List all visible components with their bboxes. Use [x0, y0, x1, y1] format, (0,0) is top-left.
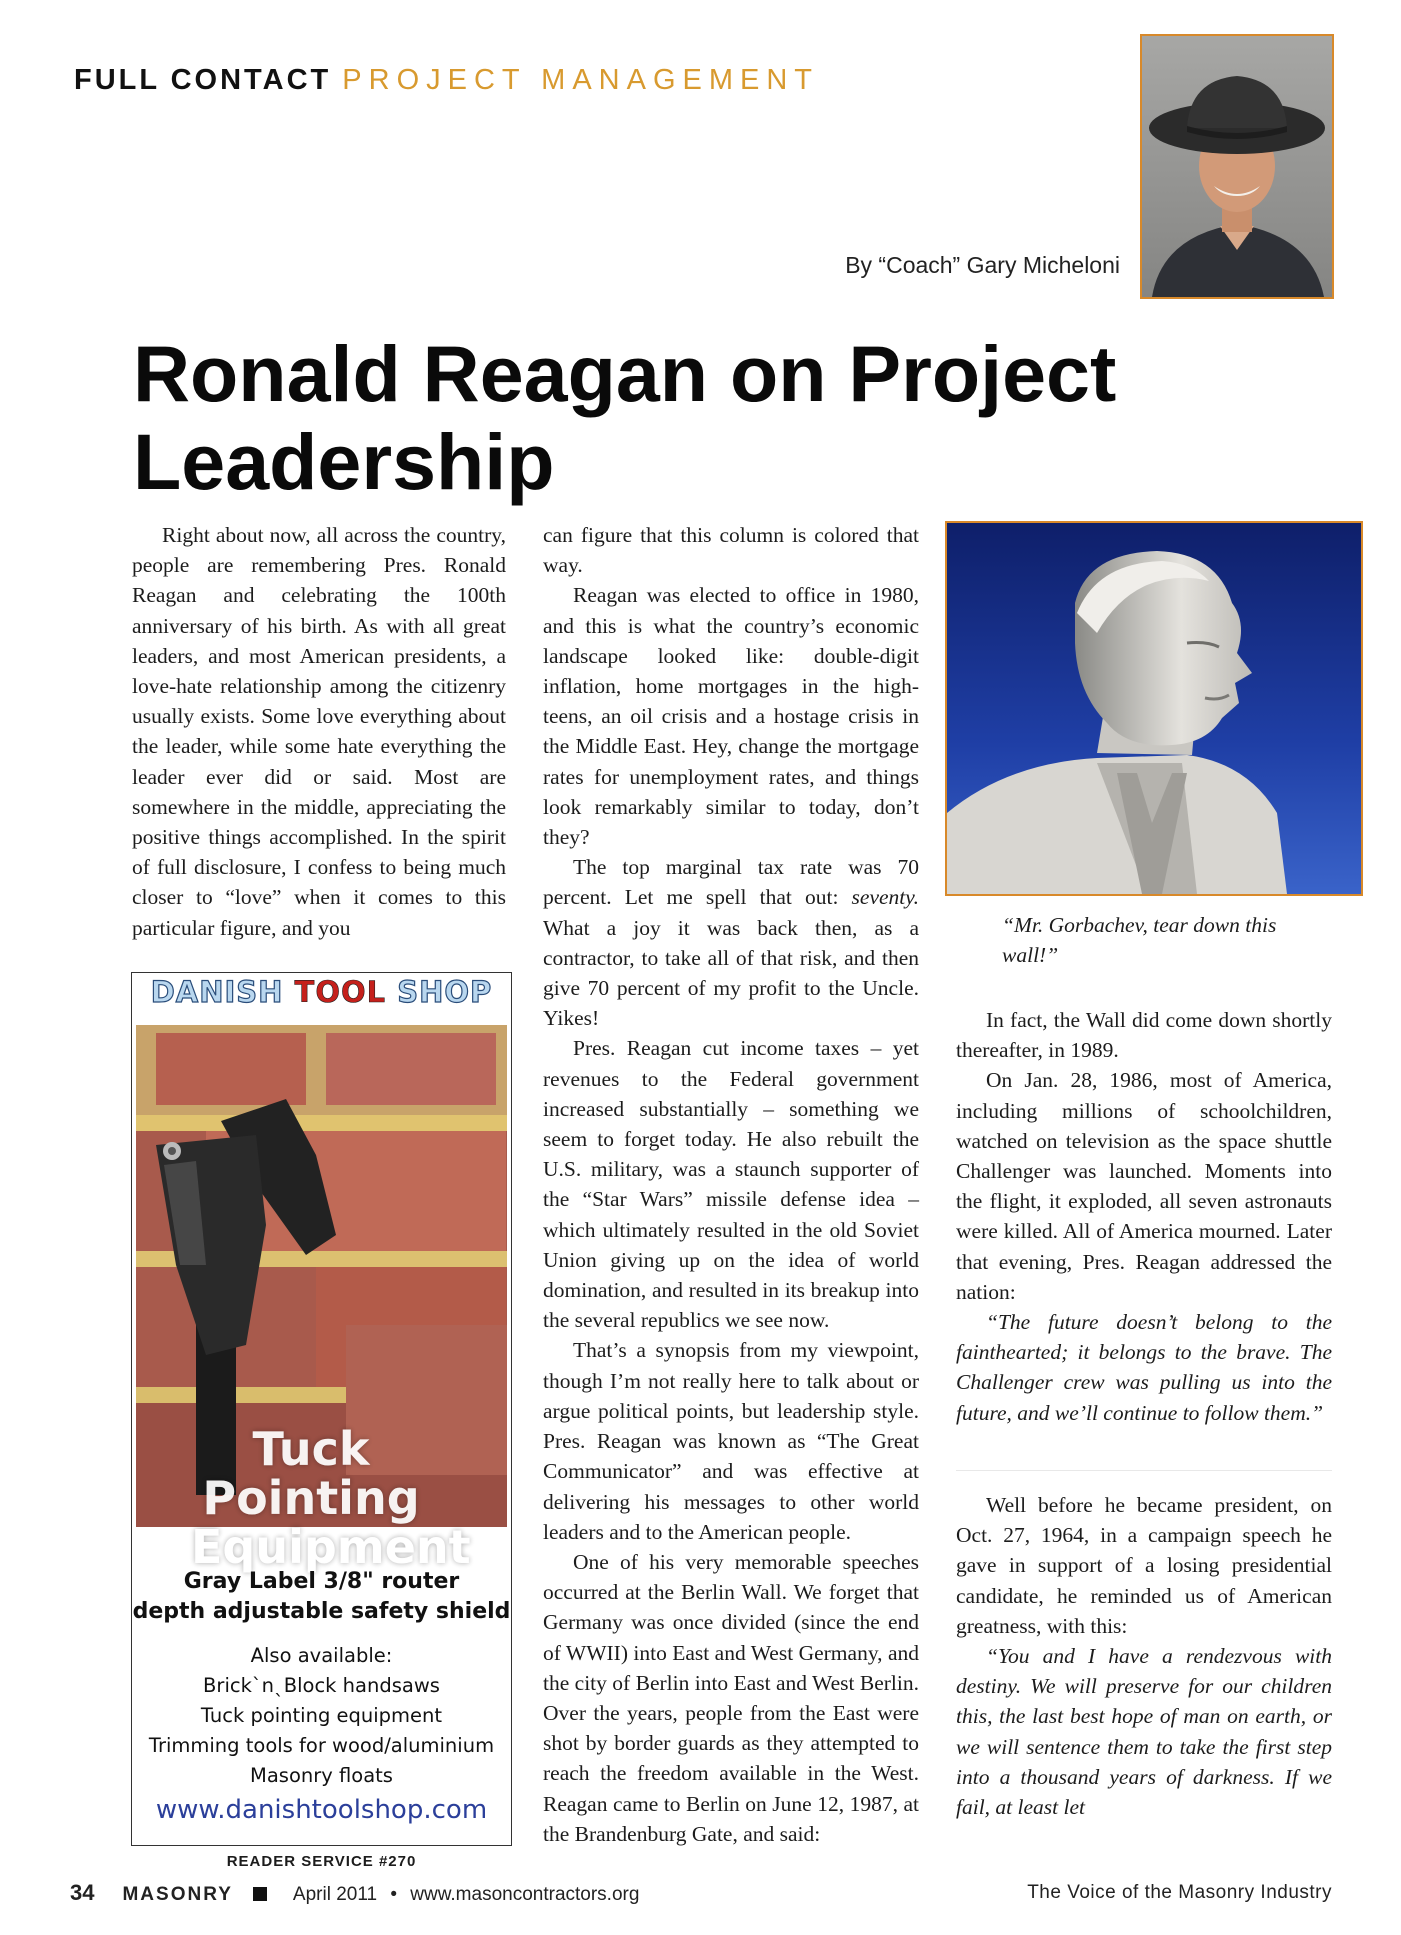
list-item: Tuck pointing equipment: [200, 1704, 443, 1727]
paragraph: One of his very memorable speeches occurred at the Berlin Wall. We forget that Germany was once divided (since the end of WWII) into East and West Germany, and the city of Berlin into East and West Berlin. Over the years, people from the East were shot by border guards as they attempted to reach the freedom available in the West. Reagan came to Berlin on June 12, 1987, at the Brandenburg Gate, and said:: [543, 1549, 919, 1846]
rendezvous-quote: “You and I have a rendezvous with destiny. We will preserve for our children this, the last best hope of man on earth, or we will sentence them to take the first step into a thousand years of darkness. If we fail, at least let: [956, 1644, 1332, 1820]
reader-service-number: READER SERVICE #270: [226, 1853, 417, 1870]
article-column-3-top: [956, 1005, 1332, 1428]
ad-product-name: [132, 1567, 511, 1627]
emphasis-text: seventy.: [851, 885, 919, 910]
paragraph: Right about now, all across the country, people are remembering Pres. Ronald Reagan and celebrating the 100th anniversary of his birth. As with all great leaders, and most American presidents, a love-hate relationship among the citizenry usually exists. Some love everything about the leader, while some hate everything the leader ever did or said. Most are somewhere in the middle, appreciating the positive things accomplished. In the spirit of full disclosure, I confess to being much closer to “love” when it comes to this particular figure, and you: [132, 523, 506, 940]
paragraph: On Jan. 28, 1986, most of America, including millions of schoolchildren, watched on television as the space shuttle Challenger was launched. Moments into the flight, it exploded, all seven astronauts were killed. All of America mourned. Later that evening, Pres. Reagan addressed the nation:: [956, 1068, 1332, 1304]
article-column-1: [132, 520, 506, 943]
ad-product-line-2: depth adjustable safety shield: [132, 1599, 511, 1624]
page-number: 34: [70, 1880, 95, 1905]
paragraph: Well before he became president, on Oct. 27, 1964, in a campaign speech he gave in support of a losing presidential candidate, he reminded us of American greatness, with this:: [956, 1493, 1332, 1638]
ad-brand-shop: SHOP: [397, 975, 493, 1009]
author-byline: By “Coach” Gary Micheloni: [845, 252, 1120, 278]
reagan-statue-photo: [945, 521, 1363, 896]
column-divider: [956, 1470, 1332, 1471]
list-item: BrickˋnˎBlock handsaws: [203, 1674, 440, 1697]
ad-product-photo: [136, 1025, 507, 1574]
ad-website-link[interactable]: www.danishtoolshop.com: [155, 1795, 488, 1825]
footer-website[interactable]: www.masoncontractors.org: [410, 1884, 640, 1905]
paragraph: Pres. Reagan cut income taxes – yet revenues to the Federal government increased substantially – something we seem to forget today. He also rebuilt the U.S. military, was a staunch supporter of the “Star Wars” missile defense idea – which ultimately resulted in the old Soviet Union giving up on the idea of world domination, and resulted in its breakup into the several republics we see now.: [543, 1036, 919, 1333]
paragraph: can figure that this column is colored that way.: [543, 523, 919, 578]
ad-also-available-list: [132, 1641, 511, 1791]
list-item: Masonry floats: [250, 1764, 393, 1787]
author-portrait-image: [1142, 36, 1332, 297]
paragraph: That’s a synopsis from my viewpoint, though I’m not really here to talk about or argue political points, but leadership style. Pres. Reagan was known as “The Great Communicator” and was effective at delivering his messages to other world leaders and to the American people.: [543, 1338, 919, 1544]
page-footer: [70, 1880, 639, 1906]
section-header: [74, 64, 819, 97]
bullet-separator: •: [390, 1884, 397, 1905]
paragraph-text: The top marginal tax rate was 70 percent. Let me spell that out:: [543, 855, 919, 910]
photo-caption: “Mr. Gorbachev, tear down this wall!”: [1002, 913, 1277, 967]
ad-brand: [132, 975, 511, 1009]
statue-bust-image: [947, 523, 1361, 894]
ad-photo-title: Tuck Pointing Equipment: [191, 1422, 471, 1574]
issue-date: April 2011: [292, 1884, 378, 1905]
footer-tagline: The Voice of the Masonry Industry: [1027, 1882, 1332, 1903]
article-column-2: [543, 520, 919, 1849]
ad-brand-danish: DANISH: [150, 975, 284, 1009]
article-column-3-bottom: [956, 1490, 1332, 1822]
paragraph: In fact, the Wall did come down shortly thereafter, in 1989.: [956, 1008, 1332, 1063]
section-header-bold: FULL CONTACT: [74, 64, 332, 96]
paragraph-tax-rate: [543, 852, 919, 1033]
list-item: Trimming tools for wood/aluminium: [148, 1734, 495, 1757]
ad-product-line-1: Gray Label 3/8" router: [183, 1569, 460, 1594]
square-bullet-icon: [253, 1887, 267, 1901]
article-title: Ronald Reagan on Project Leadership: [133, 329, 1117, 506]
magazine-name: MASONRY: [122, 1884, 233, 1905]
ad-brand-tool: TOOL: [294, 975, 387, 1009]
paragraph-text: What a joy it was back then, as a contractor, to take all of that risk, and then give 70 percent of my profit to the Uncle. Yikes!: [543, 915, 919, 1031]
paragraph: Reagan was elected to office in 1980, and this is what the country’s economic landscape looked like: double-digit inflation, home mortgages in the high-teens, an oil crisis and a hostage crisis in the Middle East. Hey, change the mortgage rates for unemployment rates, and things look remarkably similar to today, don’t they?: [543, 583, 919, 850]
danish-tool-shop-ad[interactable]: [131, 972, 512, 1846]
list-item: Also available:: [250, 1644, 393, 1667]
challenger-quote: “The future doesn’t belong to the fainthearted; it belongs to the brave. The Challenger crew was pulling us into the future, and we’ll continue to follow them.”: [956, 1310, 1332, 1425]
author-photo: [1140, 34, 1334, 299]
section-header-accent: PROJECT MANAGEMENT: [342, 64, 820, 96]
